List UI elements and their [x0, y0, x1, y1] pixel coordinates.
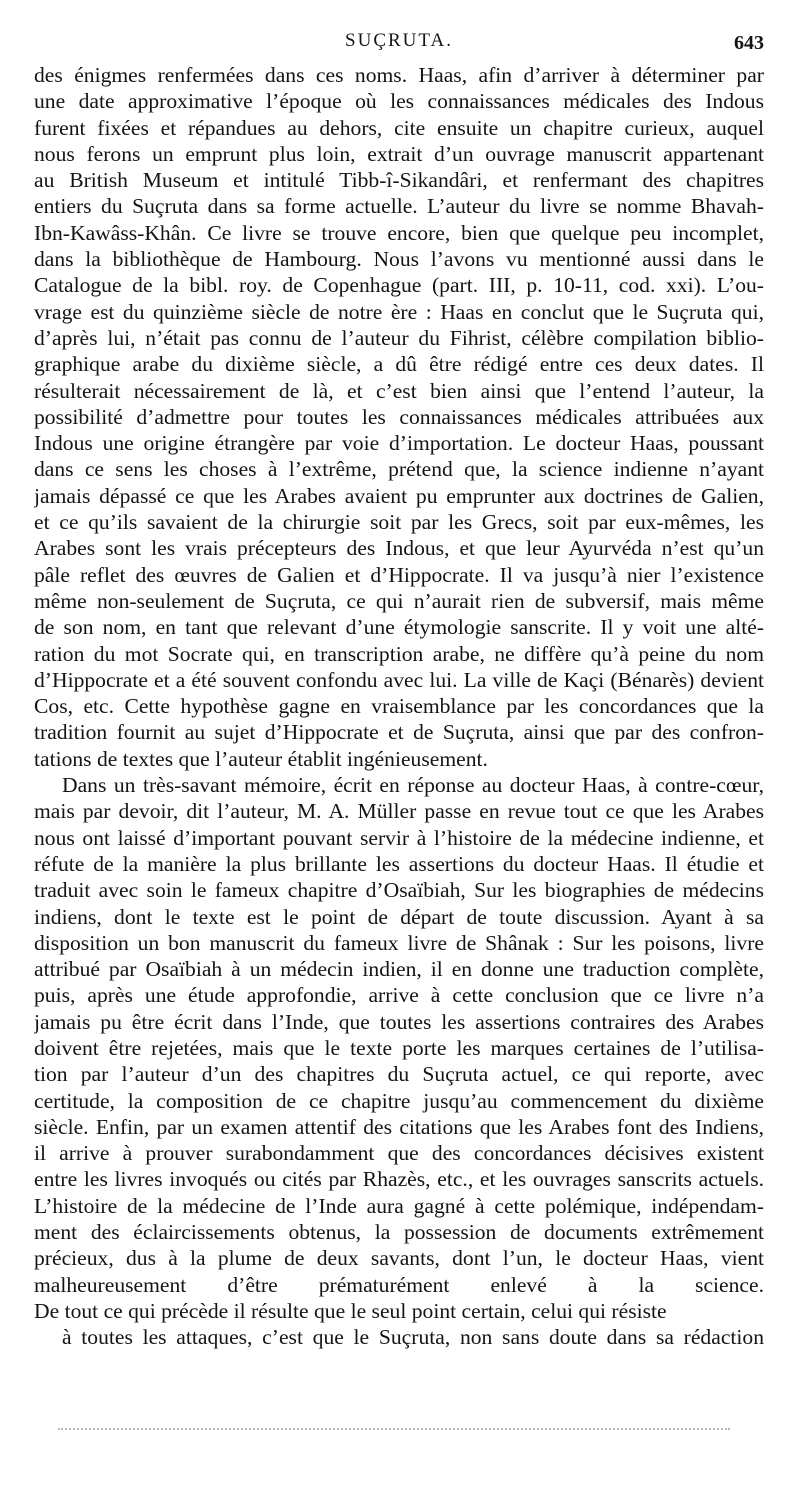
text-line: au British Museum et intitulé Tibb-î-Sikandâri, et renfermant des chapitres	[34, 168, 764, 193]
text-line: ration du mot Socrate qui, en transcription arabe, ne diffère qu’à peine du nom	[34, 641, 764, 666]
text-line: Arabes sont les vrais précepteurs des Indous, et que leur Ayurvéda n’est qu’un	[34, 536, 764, 561]
text-line: attribué par Osaïbiah à un médecin indien, il en donne une traduction complète,	[34, 957, 764, 982]
text-line: une date approximative l’époque où les connaissances médicales des Indous	[34, 89, 764, 114]
text-line: puis, après une étude approfondie, arrive à cette conclusion que ce livre n’a	[34, 983, 764, 1008]
page-number: 643	[734, 32, 764, 54]
text-line: indiens, dont le texte est le point de départ de toute discussion. Ayant à sa	[34, 904, 764, 929]
text-line: précieux, dus à la plume de deux savants, dont l’un, le docteur Haas, vient	[34, 1246, 764, 1271]
text-line: traduit avec soin le fameux chapitre d’Osaïbiah, Sur les biographies de médecins	[34, 878, 764, 903]
text-line: entiers du Suçruta dans sa forme actuelle. L’auteur du livre se nomme Bhavah-	[34, 194, 764, 219]
running-title: SUÇRUTA.	[345, 30, 453, 51]
text-line: Catalogue de la bibl. roy. de Copenhague (part. III, p. 10-11, cod. xxi). L’ou-	[34, 273, 764, 298]
text-line: des énigmes renfermées dans ces noms. Haas, afin d’arriver à déterminer par	[34, 63, 764, 87]
paragraph-start-line: à toutes les attaques, c’est que le Suçruta, non sans doute dans sa rédaction	[62, 1325, 764, 1350]
text-line: de son nom, en tant que relevant d’une étymologie sanscrite. Il y voit une alté-	[34, 615, 764, 640]
text-line: jamais pu être écrit dans l’Inde, que toutes les assertions contraires des Arabes	[34, 1009, 764, 1034]
text-line: graphique arabe du dixième siècle, a dû être rédigé entre ces deux dates. Il	[34, 352, 764, 377]
text-line: même non-seulement de Suçruta, ce qui n’aurait rien de subversif, mais même	[34, 588, 764, 613]
text-line: malheureusement d’être prématurément enlevé à la science.	[34, 1272, 764, 1297]
text-line: résulterait nécessairement de là, et c’est bien ainsi que l’entend l’auteur, la	[34, 378, 764, 403]
text-line: mais par devoir, dit l’auteur, M. A. Müller passe en revue tout ce que les Arabes	[34, 799, 764, 824]
text-line: disposition un bon manuscrit du fameux livre de Shânak : Sur les poisons, livre	[34, 930, 764, 955]
text-line: certitude, la composition de ce chapitre jusqu’au commencement du dixième	[34, 1088, 764, 1113]
text-line: tion par l’auteur d’un des chapitres du Suçruta actuel, ce qui reporte, avec	[34, 1062, 764, 1087]
text-line: furent fixées et répandues au dehors, cite ensuite un chapitre curieux, auquel	[34, 115, 764, 140]
text-line: d’Hippocrate et a été souvent confondu avec lui. La ville de Kaçi (Bénarès) devient	[34, 667, 764, 692]
text-line: pâle reflet des œuvres de Galien et d’Hippocrate. Il va jusqu’à nier l’existence	[34, 562, 764, 587]
paragraph-start-line: Dans un très-savant mémoire, écrit en réponse au docteur Haas, à contre-cœur,	[62, 773, 764, 798]
text-line: dans la bibliothèque de Hambourg. Nous l’avons vu mentionné aussi dans le	[34, 247, 764, 272]
text-line: L’histoire de la médecine de l’Inde aura gagné à cette polémique, indépendam-	[34, 1193, 764, 1218]
text-line: d’après lui, n’était pas connu de l’auteur du Fihrist, célèbre compilation biblio-	[34, 325, 764, 350]
text-line: Cos, etc. Cette hypothèse gagne en vraisemblance par les concordances que la	[34, 694, 764, 719]
text-line: jamais dépassé ce que les Arabes avaient pu emprunter aux doctrines de Galien,	[34, 483, 764, 508]
text-line: possibilité d’admettre pour toutes les connaissances médicales attribuées aux	[34, 404, 764, 429]
text-line: siècle. Enfin, par un examen attentif des citations que les Arabes font des Indiens,	[34, 1114, 764, 1139]
text-line: vrage est du quinzième siècle de notre ère : Haas en conclut que le Suçruta qui,	[34, 299, 764, 324]
text-line: nous ont laissé d’important pouvant servir à l’histoire de la médecine indienne, et	[34, 825, 764, 850]
text-line: il arrive à prouver surabondamment que des concordances décisives existent	[34, 1141, 764, 1166]
text-line: tradition fournit au sujet d’Hippocrate et de Suçruta, ainsi que par des confron-	[34, 720, 764, 745]
text-line: et ce qu’ils savaient de la chirurgie soit par les Grecs, soit par eux-mêmes, les	[34, 510, 764, 535]
paragraph-end-line: De tout ce qui précède il résulte que le seul point certain, celui qui résiste	[34, 1298, 667, 1323]
text-line: entre les livres invoqués ou cités par Rhazès, etc., et les ouvrages sanscrits actuels.	[34, 1167, 764, 1192]
text-line: réfute de la manière la plus brillante les assertions du docteur Haas. Il étudie et	[34, 851, 764, 876]
text-line: Ibn-Kawâss-Khân. Ce livre se trouve encore, bien que quelque peu incomplet,	[34, 220, 764, 245]
text-line: doivent être rejetées, mais que le texte porte les marques certaines de l’utilisa-	[34, 1035, 764, 1060]
text-line: nous ferons un emprunt plus loin, extrait d’un ouvrage manuscrit appartenant	[34, 141, 764, 166]
bleed-through-trace	[58, 1428, 730, 1434]
paragraph-end-line: tations de textes que l’auteur établit ingénieusement.	[34, 746, 488, 771]
page-header	[34, 28, 764, 58]
text-line	[34, 1351, 764, 1377]
body-text	[34, 62, 764, 1377]
text-line: Indous une origine étrangère par voie d’importation. Le docteur Haas, poussant	[34, 431, 764, 456]
text-line: dans ce sens les choses à l’extrême, prétend que, la science indienne n’ayant	[34, 457, 764, 482]
text-line: ment des éclaircissements obtenus, la possession de documents extrêmement	[34, 1220, 764, 1245]
